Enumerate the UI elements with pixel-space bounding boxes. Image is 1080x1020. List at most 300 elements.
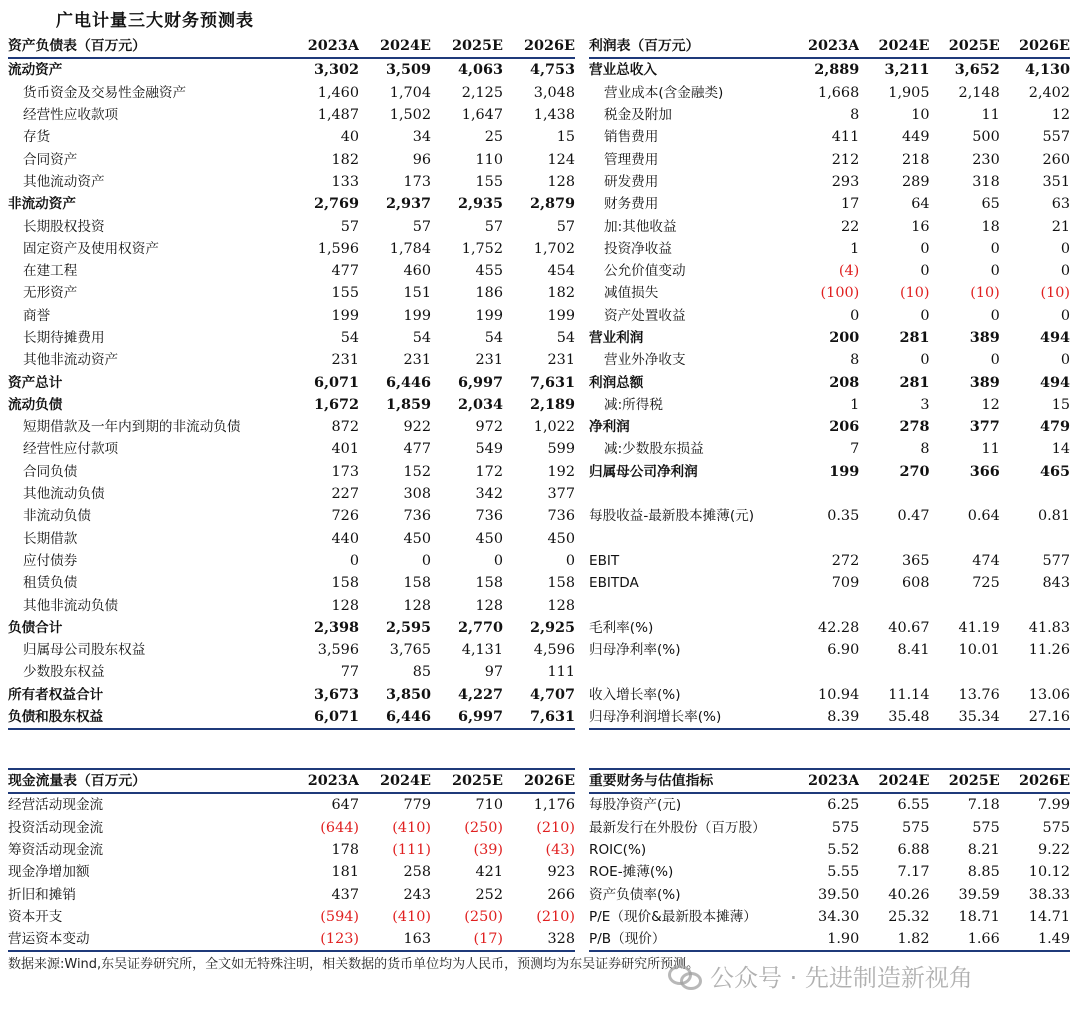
row-value: 7.17: [897, 864, 930, 881]
row-value: 411: [831, 129, 860, 146]
row-value: 1,752: [461, 240, 503, 257]
table-row: [589, 839, 1070, 861]
table-row: [589, 861, 1070, 883]
row-value: 155: [475, 173, 503, 190]
row-value: 455: [475, 263, 503, 280]
table-row: [589, 260, 1070, 282]
year-header: 2025E: [930, 35, 1000, 58]
row-value: [1000, 661, 1070, 683]
row-value: 39.59: [958, 886, 1000, 903]
row-value: 21: [1051, 218, 1070, 235]
row-value: 39.50: [818, 886, 860, 903]
year-header: 2026E: [503, 35, 575, 58]
row-label: 其他流动负债: [23, 486, 105, 503]
table-row: [8, 126, 575, 148]
row-value: 96: [412, 151, 431, 168]
row-value: 54: [340, 330, 359, 346]
row-value: 199: [403, 307, 431, 324]
table-header-row: [589, 769, 1070, 793]
row-value: [930, 661, 1000, 683]
row-value: 709: [831, 575, 860, 592]
table-row: [8, 461, 575, 483]
row-label: 流动负债: [8, 396, 63, 413]
row-value: 377: [547, 486, 575, 503]
row-value: 6,071: [287, 706, 359, 729]
row-value: 3,048: [533, 84, 575, 101]
row-value: 500: [972, 129, 1000, 146]
row-value: 8.85: [967, 864, 1000, 881]
row-value: 2,148: [958, 84, 1000, 101]
row-value: [1000, 483, 1070, 505]
row-value: 450: [403, 530, 431, 547]
row-value: 2,770: [457, 618, 503, 636]
row-value: 1.49: [1000, 928, 1070, 951]
report-title: 广电计量三大财务预测表: [56, 11, 254, 31]
row-value: 7: [850, 441, 860, 458]
row-value: 437: [331, 886, 359, 903]
table-header-row: [8, 35, 575, 58]
row-value: 726: [331, 508, 359, 525]
table-row: [8, 684, 575, 706]
row-value: 0: [421, 552, 431, 569]
row-label: 现金净增加额: [8, 864, 90, 881]
row-value: 342: [475, 486, 503, 503]
row-value: 8.39: [789, 706, 859, 729]
table-row: [8, 706, 575, 729]
row-value: 227: [331, 486, 359, 503]
row-value: 2,402: [1028, 84, 1070, 101]
row-value: 3,673: [313, 685, 359, 703]
row-value: 2,935: [457, 195, 503, 213]
row-value: 450: [547, 530, 575, 547]
row-value: (123): [287, 928, 359, 951]
row-value: 12: [1051, 107, 1070, 124]
year-header: 2026E: [1000, 769, 1070, 793]
row-value: 12: [981, 396, 1000, 413]
row-value: [930, 594, 1000, 616]
row-value: 63: [1051, 196, 1070, 213]
row-value: 54: [556, 330, 575, 346]
row-label: 资产总计: [8, 374, 63, 391]
table-row: [8, 215, 575, 237]
row-label: 营业总收入: [589, 62, 657, 79]
table-title: 资产负债表（百万元）: [8, 35, 287, 58]
table-row: [8, 861, 575, 883]
row-value: 65: [981, 196, 1000, 213]
table-row: [589, 215, 1070, 237]
table-row: [8, 661, 575, 683]
table-row: [8, 327, 575, 349]
row-label: ROE-摊薄(%): [589, 864, 674, 881]
row-value: 0: [920, 352, 930, 369]
table-row: [8, 104, 575, 126]
row-label: 营运资本变动: [8, 928, 287, 951]
row-label: 归母净利润增长率(%): [589, 706, 789, 729]
row-value: 710: [475, 797, 503, 814]
row-label: 少数股东权益: [23, 664, 105, 681]
table-row: [589, 528, 1070, 550]
table-row: [589, 883, 1070, 905]
row-value: 972: [475, 419, 503, 436]
table-row: [589, 282, 1070, 304]
row-value: 365: [902, 552, 930, 569]
year-header: 2024E: [359, 35, 431, 58]
balance-sheet-table: [8, 35, 575, 730]
year-header: 2023A: [287, 769, 359, 793]
row-value: 155: [331, 285, 359, 302]
row-value: 4,131: [461, 642, 503, 659]
table-row: [589, 104, 1070, 126]
row-value: 186: [475, 285, 503, 302]
row-value: [859, 528, 929, 550]
row-value: 575: [1042, 819, 1070, 836]
row-label: 其他流动资产: [23, 173, 105, 190]
row-value: 1,647: [461, 107, 503, 124]
row-label: 净利润: [589, 419, 630, 436]
row-value: 11.14: [888, 686, 930, 703]
row-value: 922: [403, 419, 431, 436]
row-label: 非流动资产: [8, 196, 76, 213]
table-row: [8, 305, 575, 327]
row-value: 1,859: [385, 395, 431, 413]
row-value: 477: [331, 263, 359, 280]
row-value: 3,211: [884, 61, 930, 79]
row-value: 2,769: [313, 195, 359, 213]
row-label: 长期借款: [23, 530, 78, 547]
row-label: 合同负债: [23, 463, 78, 480]
row-value: 843: [1042, 575, 1070, 592]
row-value: 1,905: [888, 84, 930, 101]
table-header-row: [8, 769, 575, 793]
table-row: [8, 572, 575, 594]
table-row: [8, 349, 575, 371]
row-value: 8.21: [967, 842, 1000, 859]
row-value: (10): [970, 285, 1000, 302]
row-label: [589, 594, 789, 616]
row-value: 54: [484, 330, 503, 346]
year-header: 2026E: [1000, 35, 1070, 58]
row-label: 短期借款及一年内到期的非流动负债: [23, 419, 241, 436]
table-row: [589, 327, 1070, 349]
row-value: 27.16: [1000, 706, 1070, 729]
row-label: [589, 528, 789, 550]
row-label: 经营性应收款项: [23, 107, 119, 124]
row-value: 1: [850, 396, 860, 413]
row-label: 收入增长率(%): [589, 686, 681, 703]
valuation-ratios-table: [589, 768, 1070, 952]
row-value: 2,398: [313, 618, 359, 636]
row-value: 293: [831, 173, 860, 190]
row-value: 173: [403, 173, 431, 190]
row-value: 97: [484, 664, 503, 681]
table-title: 利润表（百万元）: [589, 35, 789, 58]
row-value: 3,596: [317, 642, 359, 659]
row-value: 557: [1042, 129, 1070, 146]
row-value: [930, 528, 1000, 550]
row-label: 毛利率(%): [589, 619, 654, 636]
table-row: [589, 193, 1070, 215]
row-value: 10.12: [1028, 864, 1070, 881]
row-value: 1.90: [789, 928, 859, 951]
row-label: 每股净资产(元): [589, 797, 682, 814]
row-value: 15: [556, 129, 575, 146]
row-value: 11: [981, 107, 1000, 124]
income-statement-table: [589, 35, 1070, 730]
row-label: 归属母公司股东权益: [23, 642, 146, 659]
row-value: 178: [331, 842, 359, 859]
row-value: 6,446: [385, 373, 431, 391]
row-value: 13.06: [1028, 686, 1070, 703]
row-value: 8: [850, 107, 860, 124]
row-value: 474: [972, 552, 1000, 569]
table-row: [589, 928, 1070, 951]
table-row: [8, 282, 575, 304]
row-value: 151: [403, 285, 431, 302]
row-label: 最新发行在外股份（百万股）: [589, 819, 766, 836]
row-value: 289: [902, 173, 930, 190]
row-value: 64: [911, 196, 930, 213]
row-value: 0: [990, 352, 1000, 369]
row-value: 389: [969, 373, 1000, 391]
row-value: 7,631: [529, 373, 575, 391]
row-value: 494: [1039, 373, 1070, 391]
row-value: 599: [547, 441, 575, 458]
row-label: 存货: [23, 129, 51, 146]
row-value: 258: [403, 864, 431, 881]
row-label: 经营活动现金流: [8, 797, 104, 814]
row-value: 460: [403, 263, 431, 280]
row-value: 40.67: [888, 619, 930, 636]
row-value: 1,702: [533, 240, 575, 257]
table-row: [589, 171, 1070, 193]
table-row: [8, 550, 575, 572]
table-row: [589, 617, 1070, 639]
row-value: 0: [1060, 352, 1070, 369]
row-label: 合同资产: [23, 151, 78, 168]
row-label: 在建工程: [23, 263, 78, 280]
table-row: [589, 906, 1070, 928]
row-value: 6.55: [897, 797, 930, 814]
row-label: 其他非流动负债: [23, 597, 119, 614]
row-value: 779: [403, 797, 431, 814]
row-value: 13.76: [958, 686, 1000, 703]
row-value: 575: [831, 819, 860, 836]
row-value: 41.19: [958, 619, 1000, 636]
row-value: 218: [902, 151, 930, 168]
row-value: 2,034: [457, 395, 503, 413]
table-row: [589, 238, 1070, 260]
table-row: [8, 394, 575, 416]
row-value: 4,130: [1024, 61, 1070, 79]
table-row: [589, 661, 1070, 683]
row-value: (43): [545, 842, 575, 859]
row-label: 加:其他收益: [604, 218, 677, 235]
row-value: 34: [412, 129, 431, 146]
row-value: [789, 661, 859, 683]
row-value: 16: [911, 218, 930, 235]
row-label: 减值损失: [604, 285, 659, 302]
row-value: 158: [547, 575, 575, 592]
row-value: 7.99: [1037, 797, 1070, 814]
table-row: [8, 594, 575, 616]
row-value: 308: [403, 486, 431, 503]
table-row: [589, 349, 1070, 371]
ratios-grid: [589, 768, 1070, 952]
row-label: [589, 483, 789, 505]
row-value: 278: [899, 418, 930, 436]
row-label: 商誉: [23, 307, 51, 324]
row-value: 133: [331, 173, 359, 190]
row-label: 固定资产及使用权资产: [23, 240, 159, 257]
row-value: 199: [331, 307, 359, 324]
row-value: 199: [475, 307, 503, 324]
row-label: P/B（现价）: [589, 928, 789, 951]
row-value: 2,889: [814, 61, 860, 79]
row-value: 77: [340, 664, 359, 681]
row-value: 57: [484, 218, 503, 235]
table-row: [8, 505, 575, 527]
table-row: [589, 148, 1070, 170]
row-value: (111): [392, 842, 431, 859]
row-value: 212: [831, 151, 860, 168]
row-label: 资产负债率(%): [589, 886, 681, 903]
table-row: [8, 82, 575, 104]
row-value: 231: [475, 352, 503, 369]
row-value: 3,765: [389, 642, 431, 659]
row-value: 57: [556, 218, 575, 235]
row-value: (594): [320, 908, 359, 925]
row-label: 利润总额: [589, 374, 644, 391]
row-value: 0: [990, 263, 1000, 280]
row-value: 4,227: [457, 685, 503, 703]
row-value: 231: [331, 352, 359, 369]
row-value: (17): [431, 928, 503, 951]
table-row: [589, 416, 1070, 438]
row-value: 0: [1060, 240, 1070, 257]
row-value: 3,850: [385, 685, 431, 703]
row-value: [930, 483, 1000, 505]
row-value: 1,460: [317, 84, 359, 101]
row-value: 3,302: [313, 61, 359, 79]
row-label: 其他非流动资产: [23, 352, 119, 369]
row-value: 158: [403, 575, 431, 592]
row-value: 725: [972, 575, 1000, 592]
row-value: 8: [920, 441, 930, 458]
row-value: 1,672: [313, 395, 359, 413]
income-grid: [589, 35, 1070, 730]
row-value: 18.71: [958, 908, 1000, 925]
row-value: 872: [331, 419, 359, 436]
row-label: 长期股权投资: [23, 218, 105, 235]
row-label: 经营性应付款项: [23, 441, 119, 458]
row-value: 0: [349, 552, 359, 569]
table-row: [589, 639, 1070, 661]
table-row: [8, 883, 575, 905]
row-value: 57: [412, 218, 431, 235]
row-value: 5.52: [827, 842, 860, 859]
row-value: 6.88: [897, 842, 930, 859]
table-row: [589, 394, 1070, 416]
row-value: 0: [1060, 263, 1070, 280]
row-label: 减:少数股东损益: [604, 441, 704, 458]
row-value: 3,652: [954, 61, 1000, 79]
row-value: 377: [969, 418, 1000, 436]
row-value: 6.90: [827, 642, 860, 659]
table-row: [589, 126, 1070, 148]
row-label: EBIT: [589, 552, 620, 569]
row-value: 1,784: [389, 240, 431, 257]
cashflow-table: [8, 768, 575, 952]
row-value: [1000, 528, 1070, 550]
row-value: 8.41: [897, 642, 930, 659]
row-value: 6,446: [359, 706, 431, 729]
row-value: 54: [412, 330, 431, 346]
row-value: 6,997: [431, 706, 503, 729]
year-header: 2023A: [287, 35, 359, 58]
table-row: [589, 594, 1070, 616]
table-row: [589, 706, 1070, 729]
row-value: 1.82: [859, 928, 929, 951]
row-value: 0.81: [1037, 508, 1070, 525]
row-label: EBITDA: [589, 575, 639, 592]
row-value: 4,596: [533, 642, 575, 659]
row-value: 3,509: [385, 61, 431, 79]
row-value: 181: [331, 864, 359, 881]
row-value: (410): [392, 819, 431, 836]
watermark-text: 公众号 · 先进制造新视角: [710, 964, 973, 992]
row-value: [789, 483, 859, 505]
row-value: 440: [331, 530, 359, 547]
table-row: [8, 639, 575, 661]
row-value: 7.18: [967, 797, 1000, 814]
row-value: 479: [1039, 418, 1070, 436]
row-value: 389: [969, 329, 1000, 346]
table-row: [8, 528, 575, 550]
row-value: 38.33: [1028, 886, 1070, 903]
table-row: [8, 793, 575, 816]
row-value: 328: [503, 928, 575, 951]
row-value: (210): [536, 819, 575, 836]
row-value: 549: [475, 441, 503, 458]
row-value: 401: [331, 441, 359, 458]
row-label: 归母净利率(%): [589, 642, 681, 659]
row-value: 4,707: [529, 685, 575, 703]
row-value: 0: [990, 240, 1000, 257]
row-value: 182: [331, 151, 359, 168]
row-value: 0: [990, 307, 1000, 324]
row-value: 208: [829, 373, 860, 391]
row-value: 4,753: [529, 61, 575, 79]
row-label: 所有者权益合计: [8, 686, 104, 703]
row-label: 折旧和摊销: [8, 886, 76, 903]
row-value: 351: [1042, 173, 1070, 190]
table-row: [589, 550, 1070, 572]
row-value: 8: [850, 352, 860, 369]
year-header: 2025E: [431, 769, 503, 793]
row-value: 1,022: [533, 419, 575, 436]
table-row: [8, 617, 575, 639]
row-value: (39): [473, 842, 503, 859]
row-label: 无形资产: [23, 285, 78, 302]
row-value: 158: [475, 575, 503, 592]
row-value: 7,631: [503, 706, 575, 729]
year-header: 2025E: [930, 769, 1000, 793]
row-value: 0: [493, 552, 503, 569]
row-label: 负债合计: [8, 619, 63, 636]
table-row: [8, 438, 575, 460]
row-label: ROIC(%): [589, 842, 647, 859]
row-value: 1.66: [930, 928, 1000, 951]
